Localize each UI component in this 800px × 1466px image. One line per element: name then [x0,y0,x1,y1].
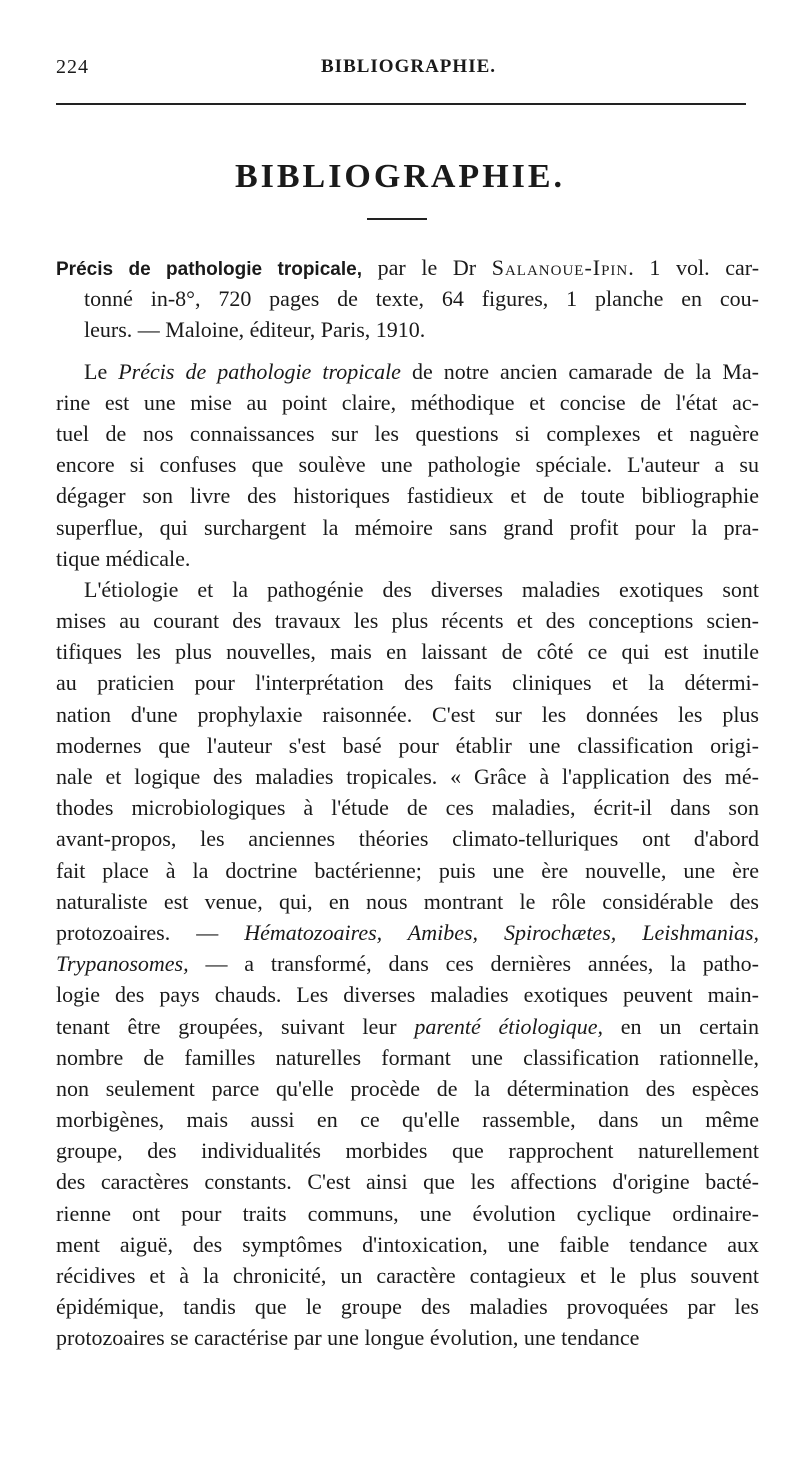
text-line: avant-propos, les anciennes théories climato-telluriques ont d'abord [56,826,759,852]
text-segment: de notre ancien camarade de la Ma- [400,358,759,384]
text-segment: tenant être groupées, suivant leur [56,1013,415,1039]
text-line: nombre de familles naturelles formant une classification rationnelle, [56,1044,759,1070]
body-text [56,252,759,1354]
text-segment: en un certain [603,1013,759,1039]
text-line: des caractères constants. C'est ainsi que les affections d'origine bacté- [56,1169,759,1195]
text-line: rienne ont pour traits communs, une évolution cyclique ordinaire- [56,1200,759,1226]
text-line: groupe, des individualités morbides que rapprochent naturellement [56,1138,759,1164]
text-line: tuel de nos connaissances sur les questions si complexes et naguère [56,420,759,446]
text-segment: Le [84,358,119,384]
section-title: BIBLIOGRAPHIE. [234,158,566,195]
text-line: épidémique, tandis que le groupe des maladies provoquées par les [56,1294,759,1320]
citation-author-prefix: par le Dr [377,255,477,280]
text-line: protozoaires se caractérise par une longue évolution, une tendance [56,1325,640,1351]
text-line: dégager son livre des historiques fastidieux et de toute bibliographie [56,483,759,509]
text-segment: — a transformé, dans ces dernières années, la patho- [188,951,759,977]
italic-segment: Précis de pathologie tropicale [118,358,401,384]
text-line: nale et logique des maladies tropicales. « Grâce à l'application des mé- [56,764,759,789]
text-line: modernes que l'auteur s'est basé pour établir une classification origi- [56,732,759,758]
citation-rest: . 1 vol. car- [628,255,760,280]
paragraph-2 [56,574,759,1354]
text-line [56,917,759,948]
running-head [56,56,744,86]
text-line: L'étiologie et la pathogénie des diverses maladies exotiques sont [84,576,759,602]
text-line [56,356,759,387]
text-line [56,1011,759,1042]
text-line: logie des pays chauds. Les diverses maladies exotiques peuvent main- [56,982,759,1008]
citation-title: Précis de pathologie tropicale, [56,259,362,280]
italic-segment: Hématozoaires, Amibes, Spirochætes, Leishmanias, [244,919,760,945]
title-rule [367,218,427,220]
text-line: non seulement parce qu'elle procède de la détermination des espèces [56,1075,759,1101]
paragraph-1 [56,356,759,574]
citation-line: tonné in-8°, 720 pages de texte, 64 figures, 1 planche en cou- [84,286,759,312]
text-line: ment aiguë, des symptômes d'intoxication, une faible tendance aux [56,1231,759,1257]
text-line: morbigènes, mais aussi en ce qu'elle rassemble, dans un même [56,1107,759,1133]
text-line: naturaliste est venue, qui, en nous montrant le rôle considérable des [56,888,759,914]
text-line: mises au courant des travaux les plus récents et des conceptions scien- [56,608,759,634]
text-line: fait place à la doctrine bactérienne; puis une ère nouvelle, une ère [56,857,759,883]
header-rule [56,103,746,105]
text-line: thodes microbiologiques à l'étude de ces maladies, écrit-il dans son [56,795,759,821]
citation-author: Salanoue-Ipin [491,255,629,280]
text-line: rine est une mise au point claire, méthodique et concise de l'état ac- [56,389,759,415]
text-line: superflue, qui surchargent la mémoire sans grand profit pour la pra- [56,514,759,540]
text-line: au praticien pour l'interprétation des faits cliniques et la détermi- [56,670,759,696]
text-segment: protozoaires. — [56,919,245,945]
text-line: tifiques les plus nouvelles, mais en laissant de côté ce qui est inutile [56,639,759,665]
text-line: tique médicale. [56,545,191,571]
citation-line [56,252,759,283]
text-line: encore si confuses que soulève une pathologie spéciale. L'auteur a su [56,452,759,478]
citation-line: leurs. — Maloine, éditeur, Paris, 1910. [84,317,426,343]
italic-segment: parenté étiologique, [414,1013,603,1039]
page-number: 224 [56,56,89,78]
text-line [56,948,759,979]
text-line: récidives et à la chronicité, un caractère contagieux et le plus souvent [56,1263,759,1288]
running-title: BIBLIOGRAPHIE. [321,56,497,77]
text-line: nation d'une prophylaxie raisonnée. C'est sur les données les plus [56,701,759,727]
italic-segment: Trypanosomes, [56,951,189,977]
